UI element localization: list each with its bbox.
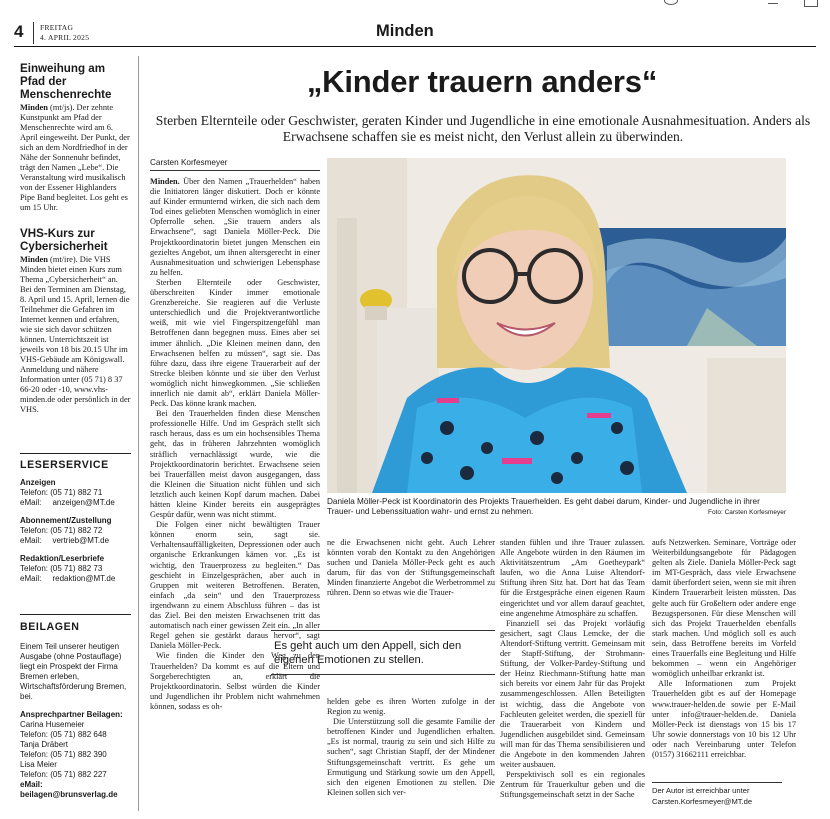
- abo-label: Abonnement/Zustellung: [20, 516, 112, 525]
- news-body-pfad: [20, 103, 131, 213]
- news-lead-pfad: Minden: [20, 103, 48, 112]
- photo-caption: Daniela Möller-Peck ist Koordinatorin des Projekts Trauerhelden. Es geht dabei darum, Kinder- und Jugendliche in ihrer Trauer- und Lebenssituation wahr- und ernst zu nehmen.: [327, 497, 760, 516]
- sidebar-divider: [138, 56, 139, 811]
- article-column-4: [652, 538, 796, 760]
- author-note-rule: [652, 782, 782, 783]
- contact3-name: Lisa Meier: [20, 760, 57, 769]
- section-name: Minden: [376, 22, 434, 40]
- header-divider: [33, 22, 34, 44]
- col3-p2: Finanziell sei das Projekt vorläufig gesichert, sagt Claus Lemcke, der die Altendorf-Stiftung vertritt. Gemeinsam mit der Stapff-Stiftung, der Strohmann-Stiftung, der Volker-Pardey-Stiftung und der Heinz Riechmann-Stiftung hatte man sich bereits vor einem Jahr für das Projekt zusammengeschlossen. Allen Beteiligten ist wichtig, dass die Angebote von Fachleuten geleitet werden, die speziell für die Trauerarbeit von Kindern und Jugendlichen ausgebildet sind. Gemeinsam will man für das Thema sensibilisieren und die Angebote in den kommenden Jahren weiter ausbauen.: [500, 618, 645, 770]
- quote-rule-bottom: [271, 674, 495, 675]
- issue-date: 4. APRIL 2025: [40, 33, 90, 42]
- page-number: 4: [14, 22, 24, 41]
- beilagen-contact-label: Ansprechpartner Beilagen:: [20, 710, 123, 719]
- minus-icon[interactable]: [768, 0, 778, 4]
- news-lead-vhs: Minden: [20, 255, 48, 264]
- top-toolbar-strip: [0, 0, 830, 9]
- abo-email[interactable]: eMail: vertrieb@MT.de: [20, 536, 110, 545]
- author-byline: Carsten Korfesmeyer: [150, 158, 228, 167]
- beilagen-rule: [20, 614, 131, 615]
- news-text-vhs: (mt/ire). Die VHS Minden bietet einen Kurs zum Thema „Cybersicherheit“ an. Bei den Terminen am Dienstag, 8. April und 15. April, lernen die Teilnehmer die Gefahren im Internet kennen und erfahren, wie sie sich davor schützen können. Unterrichtszeit ist jeweils von 18 bis 20.15 Uhr im VHS-Gebäude am Königswall. Anmeldung und nähere Information unter (05 71) 8 37 66-20 oder -10, www.vhs-minden.de oder persönlich in der VHS.: [20, 255, 131, 414]
- article-headline: „Kinder trauern anders“: [306, 64, 658, 99]
- contact2-phone: Telefon: (05 71) 882 390: [20, 750, 107, 759]
- dateline: Minden.: [150, 177, 180, 186]
- header-rule: [14, 46, 816, 47]
- redaktion-phone: Telefon: (05 71) 882 73: [20, 564, 103, 573]
- contact3-phone: Telefon: (05 71) 882 227: [20, 770, 107, 779]
- anzeigen-label: Anzeigen: [20, 478, 56, 487]
- article-column-3: [500, 538, 645, 800]
- quote-rule-top: [271, 630, 495, 631]
- col1-p1-text: Über den Namen „Trauerhelden“ haben die Initiatoren länger diskutiert. Doch er könnte auf Kinder ermunternd wirken, die sich nach dem Tod eines geliebten Menschen womöglich in einer Opferrolle sehen. „Sie trauern anders als Erwachsene“, sagt Daniela Möller-Peck. Die Projektkoordinatorin bietet jungen Menschen ein gezieltes Angebot, um ihnen altersgerecht in einer Ausnahmesituation und schwierigen Lebensphase zu helfen.: [150, 177, 320, 277]
- pull-quote: Es geht auch um den Appell, sich den eigenen Emotionen zu stellen.: [274, 640, 462, 666]
- beilagen-text: Einem Teil unserer heutigen Ausgabe (ohne Postauflage) liegt ein Prospekt der Firma Bremen erleben, Wirtschaftsförderung Bremen, bei.: [20, 642, 127, 701]
- article-subhead: Sterben Elternteile oder Geschwister, geraten Kinder und Jugendliche in eine emotionale Ausnahmesituation. Anders als Erwachsene schaffen sie es meist nicht, den Verlust allein zu überwinden.: [155, 113, 811, 144]
- author-note-line1: Der Autor ist erreichbar unter: [652, 786, 750, 795]
- contact1-name: Carina Husemeier: [20, 720, 85, 729]
- contact1-phone: Telefon: (05 71) 882 648: [20, 730, 107, 739]
- anzeigen-phone: Telefon: (05 71) 882 71: [20, 488, 103, 497]
- photo-credit: Foto: Carsten Korfesmeyer: [707, 509, 786, 516]
- redaktion-email[interactable]: eMail: redaktion@MT.de: [20, 574, 116, 583]
- redaktion-label: Redaktion/Leserbriefe: [20, 554, 105, 563]
- anzeigen-email[interactable]: eMail: anzeigen@MT.de: [20, 498, 115, 507]
- news-body-vhs: [20, 255, 131, 415]
- news-text-pfad: (mt/js). Der zehnte Kunstpunkt am Pfad der Menschenrechte wird am 6. April eingeweiht. Der Punkt, der sich an dem Nordfriedhof in der Nähe der Sonnenuhr befindet, trägt den Namen „Lebe“. Die Veranstaltung wird musikalisch von der Essener Highlanders Pipe Band begleitet. Los geht es um 15 Uhr.: [20, 103, 130, 212]
- issue-day: FREITAG: [40, 23, 74, 32]
- fullscreen-icon[interactable]: [804, 0, 818, 7]
- beilagen-mail[interactable]: beilagen@brunsverlag.de: [20, 790, 118, 799]
- col1-paragraph-4: Die Folgen einer nicht bewältigten Trauer können enorm sein, sagt sie. Verhaltensauffälligkeiten, Depressionen oder auch organische Erkrankungen kämen vor. „Es ist wichtig, den Trauerprozess zu begleiten.“ Das geschieht in Einzelgesprächen, aber auch in Gruppen mit weiteren Betroffenen. Beraten, einfach „da sein“ und den Trauerprozess irgendwann zu einem Abschluss führen – das ist das Ziel. Bei den meisten Erwachsenen tritt das automatisch nach einer gewissen Zeit ein. „In aller Regel gehen sie gestärkt daraus hervor“, sagt Daniela Möller-Peck.: [150, 520, 320, 651]
- beilagen-mail-label: eMail:: [20, 780, 43, 789]
- byline-rule: [150, 170, 320, 171]
- article-column-2-bottom: [327, 697, 495, 798]
- author-note-email[interactable]: Carsten.Korfesmeyer@MT.de: [652, 797, 753, 806]
- col4-p2: Alle Informationen zum Projekt Trauerhelden gibt es auf der Homepage www.trauer-helden.de sowie per E-Mail unter info@trauer-helden.de. Daniela Möller-Peck ist dienstags von 15 bis 17 Uhr sowie donnerstags von 10 bis 12 Uhr oder nach Vereinbarung unter Telefon (0157) 31662111 erreichbar.: [652, 679, 796, 759]
- col2-bottom-p2: Die Unterstützung soll die gesamte Familie der betroffenen Kinder und Jugendlichen erhalten. „Es ist normal, traurig zu sein und sich Hilfe zu suchen“, sagt Christian Stapff, der der Mindener Stiftungsgemeinschaft vertritt. Es gehe um Ermutigung und Stärkung sowie um den Appell, sich den eigenen Emotionen zu stellen. Die Kleinen sollen sich ver-: [327, 717, 495, 797]
- leserservice-rule: [20, 453, 131, 454]
- beilagen-box: [20, 622, 131, 800]
- leserservice-box: [20, 460, 131, 584]
- zoom-icon[interactable]: [664, 0, 678, 5]
- col3-p1: standen fühlen und ihre Trauer zulassen. Alle Angebote würden in den Räumen im Aktivitätszentrum „Am Goetheypark“ laufen, wo die Anna Luise Altendorf-Stiftung ihren Sitz hat. Dort hat das Team für die Erstgespräche einen eigenen Raum eingerichtet und vor allem darauf geachtet, eine angenehme Atmosphäre zu schaffen.: [500, 538, 645, 618]
- col4-p1: aufs Netzwerken. Seminare, Vorträge oder Weiterbildungsangebote für Pädagogen gelten als Ziele. Daniela Möller-Peck sagt im MT-Gespräch, dass viele Erwachsene damit überfordert seien, wenn sie mit ihren Kindern Trauerarbeit leisten müssten. Das gelte auch für Großeltern oder andere enge Bezugspersonen. Für diese Menschen will sich das Projekt Trauerhelden ebenfalls stark machen. Und möglich soll es auch sein, dass Betroffene bereits im Vorfeld eines Trauerfalls eine Begleitung und Hilfe bekommen – wenn ein Angehöriger womöglich unheilbar erkrankt ist.: [652, 538, 796, 679]
- col1-paragraph-1: [150, 177, 320, 278]
- col1-paragraph-5: Wie finden die Kinder den Weg zu den Trauerhelden? Da kommt es auf die Eltern und Sorgeberechtigten an, erklärt die Projektkoordinatorin. Selbst würden die Kinder und Jugendlichen ihr Problem nicht wahrnehmen können, sodass es oh-: [150, 651, 320, 711]
- sidebar: [20, 62, 131, 415]
- news-title-pfad: Einweihung am Pfad der Menschenrechte: [20, 62, 112, 101]
- leserservice-heading: LESERSERVICE: [20, 459, 109, 471]
- page-header: [0, 20, 830, 46]
- article-column-2-top: [327, 538, 495, 599]
- col1-paragraph-2: Sterben Elternteile oder Geschwister, überschreiten Kinder immer emotionale Grenzbereiche. Sie reagieren auf die Verluste unterschiedlich und die Projektverantwortliche weiß, mit wie viel Fingerspitzengefühl man Betroffenen dann begegnen muss. Eines aber sei immer ähnlich. „Die Kleinen meinen dann, den Erwachsenen helfen zu müssen“, sagt sie. Das führe dazu, dass ihre eigene Trauerarbeit auf der Strecke bleiben könnte und sie über den Verlust womöglich nicht hinwegkommen. „Sie schließen innerlich nie damit ab“, erklärt Daniela Möller-Peck. Das könne krank machen.: [150, 277, 320, 409]
- portrait-photo: [327, 158, 786, 493]
- beilagen-heading: BEILAGEN: [20, 621, 80, 633]
- col2-bottom-p1: helden gebe es ihren Worten zufolge in der Region zu wenig.: [327, 697, 495, 717]
- article-column-1: [150, 177, 320, 712]
- abo-phone: Telefon: (05 71) 882 72: [20, 526, 103, 535]
- col3-p3: Perspektivisch soll es ein regionales Zentrum für Trauerkultur geben und die Stiftungsgemeinschaft setzt in der Sache: [500, 770, 645, 800]
- article-photo: [327, 158, 786, 493]
- col2-top-text: ne die Erwachsenen nicht geht. Auch Lehrer könnten vorab den Kontakt zu den Angehörigen suchen und Daniela Möller-Peck geht es auch darum, für das von der Stiftungsgemeinschaft Minden finanzierte Angebot die Werbetrommel zu rühren. Denn so etwas wie die Trauer-: [327, 538, 495, 598]
- contact2-name: Tanja Dräbert: [20, 740, 69, 749]
- news-title-vhs: VHS-Kurs zur Cybersicherheit: [20, 227, 108, 253]
- col1-paragraph-3: Bei den Trauerhelden finden diese Menschen professionelle Hilfe. Und im Gespräch stellt sich rasch heraus, dass es um ein hochsensibles Thema geht, das in früheren Jahrzehnten womöglich sträflich vernachlässigt wurde, wie die Projektkoordinatorin berichtet. Erwachsene seien bei Trauerfällen meist davon ausgegangen, dass die Kleinen die Situation nicht fühlen und sich letztlich auch keinen Kopf darum machen. Dabei hätten kleine Kinder bereits ein ausgeprägtes Gespür dafür, wenn was nicht stimmt.: [150, 409, 320, 520]
